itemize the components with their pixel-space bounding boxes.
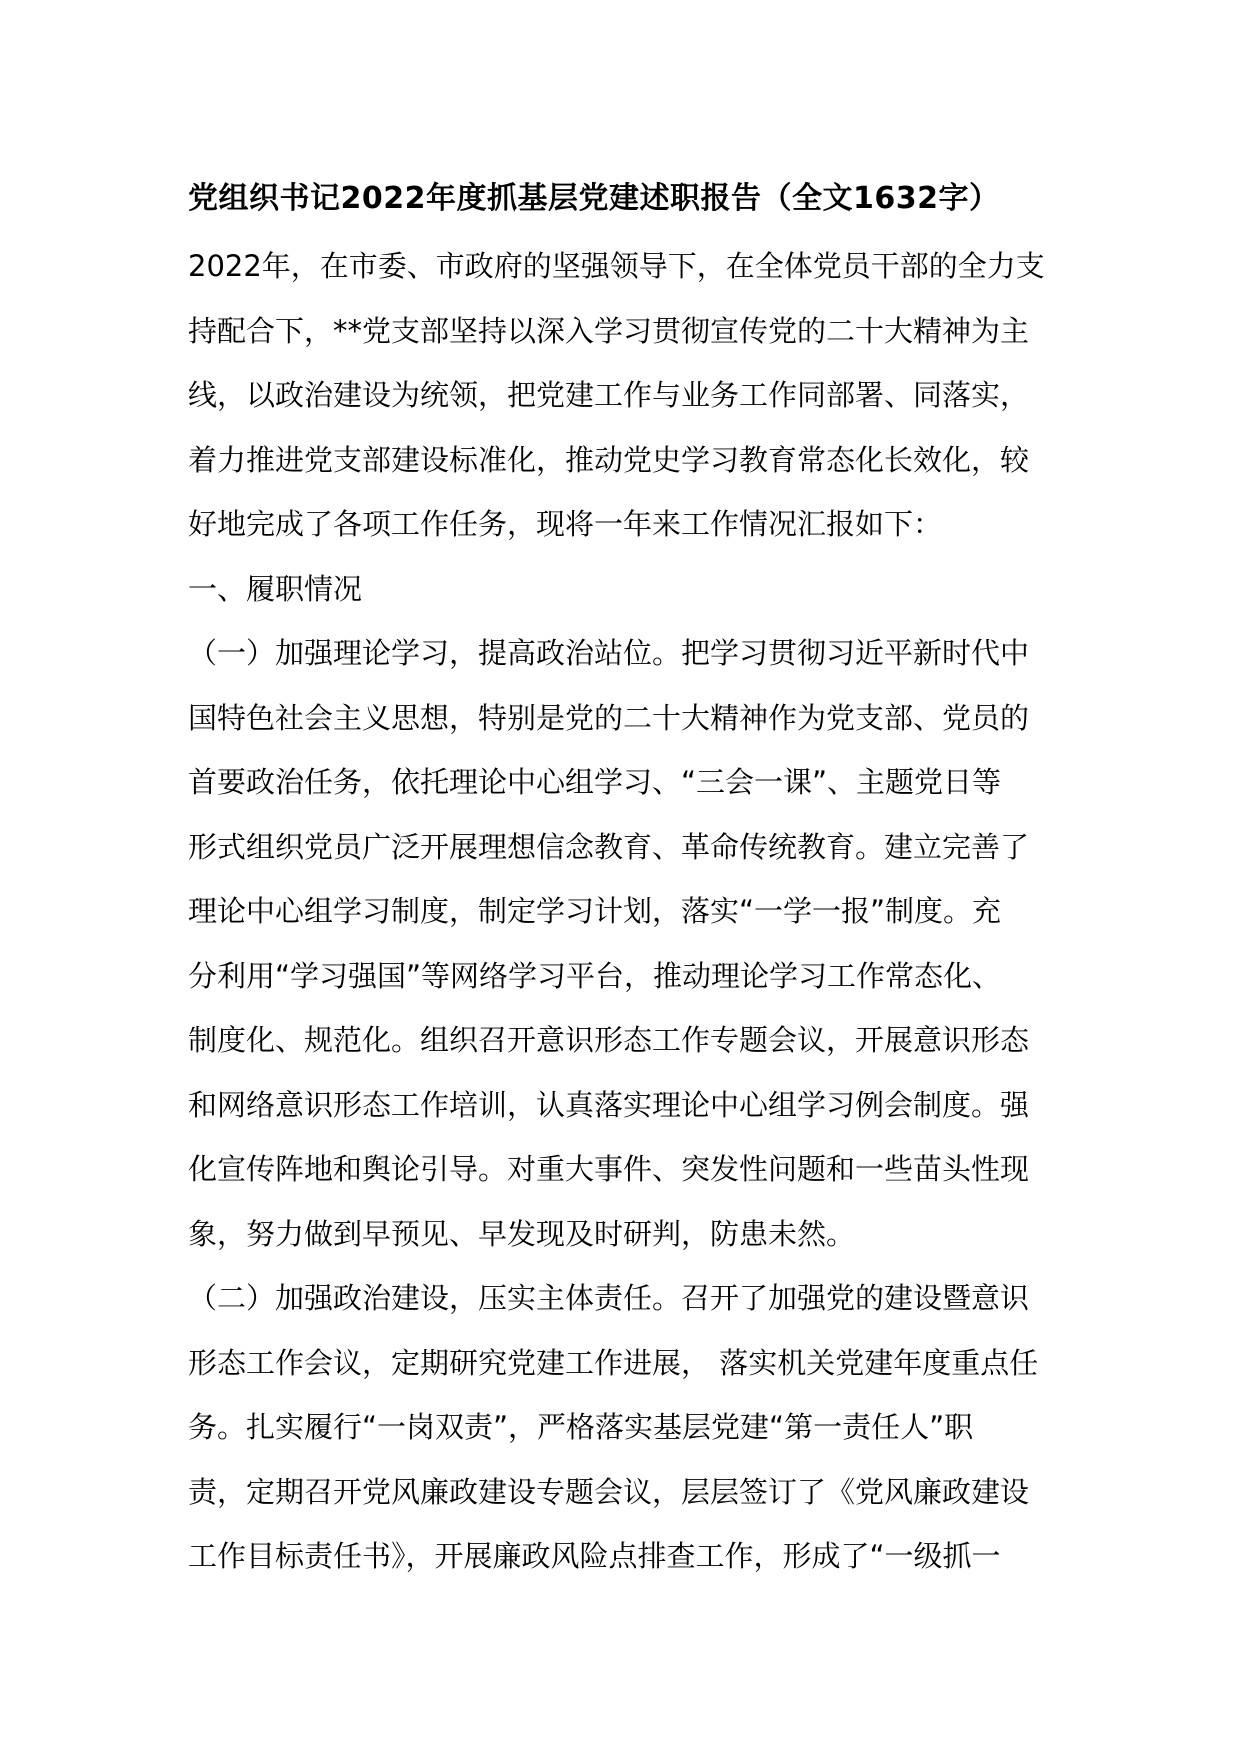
document-body <box>188 234 1060 1589</box>
body-line: 形态工作会议，定期研究党建工作进展， 落实机关党建年度重点任 <box>188 1345 1039 1380</box>
body-line: 着力推进党支部建设标准化，推动党史学习教育常态化长效化，较 <box>188 442 1030 477</box>
body-line: 持配合下，**党支部坚持以深入学习贯彻宣传党的二十大精神为主 <box>188 313 1030 348</box>
body-line: 和网络意识形态工作培训，认真落实理论中心组学习例会制度。强 <box>188 1087 1030 1122</box>
body-line: 工作目标责任书》，开展廉政风险点排查工作，形成了“一级抓一 <box>188 1539 1001 1573</box>
document-title: 党组织书记2022年度抓基层党建述职报告（全文1632字） <box>188 181 1000 216</box>
body-line: 分利用“学习强国”等网络学习平台，推动理论学习工作常态化、 <box>188 958 1002 993</box>
body-line: 线，以政治建设为统领，把党建工作与业务工作同部署、同落实， <box>188 378 1030 412</box>
body-line: 务。扎实履行“一岗双责”，严格落实基层党建“第一责任人”职 <box>188 1410 974 1444</box>
body-line: 责，定期召开党风廉政建设专题会议，层层签订了《党风廉政建设 <box>188 1474 1030 1509</box>
section-heading: 一、履职情况 <box>188 571 363 606</box>
body-line: 好地完成了各项工作任务，现将一年来工作情况汇报如下： <box>188 507 943 541</box>
body-line: 2022年，在市委、市政府的坚强领导下，在全体党员干部的全力支 <box>188 249 1045 283</box>
body-line: 国特色社会主义思想，特别是党的二十大精神作为党支部、党员的 <box>188 700 1030 735</box>
body-line: （一）加强理论学习，提高政治站位。把学习贯彻习近平新时代中 <box>188 636 1030 670</box>
body-line: 制度化、规范化。组织召开意识形态工作专题会议，开展意识形态 <box>188 1023 1030 1057</box>
body-line: （二）加强政治建设，压实主体责任。召开了加强党的建设暨意识 <box>188 1281 1030 1315</box>
body-line: 首要政治任务，依托理论中心组学习、“三会一课”、主题党日等 <box>188 765 1002 799</box>
body-line: 化宣传阵地和舆论引导。对重大事件、突发性问题和一些苗头性现 <box>188 1152 1030 1186</box>
body-line: 象，努力做到早预见、早发现及时研判，防患未然。 <box>188 1216 856 1251</box>
body-line: 形式组织党员广泛开展理想信念教育、革命传统教育。建立完善了 <box>188 829 1030 864</box>
document-page <box>188 172 1060 1589</box>
body-line: 理论中心组学习制度，制定学习计划，落实“一学一报”制度。充 <box>188 894 1002 928</box>
